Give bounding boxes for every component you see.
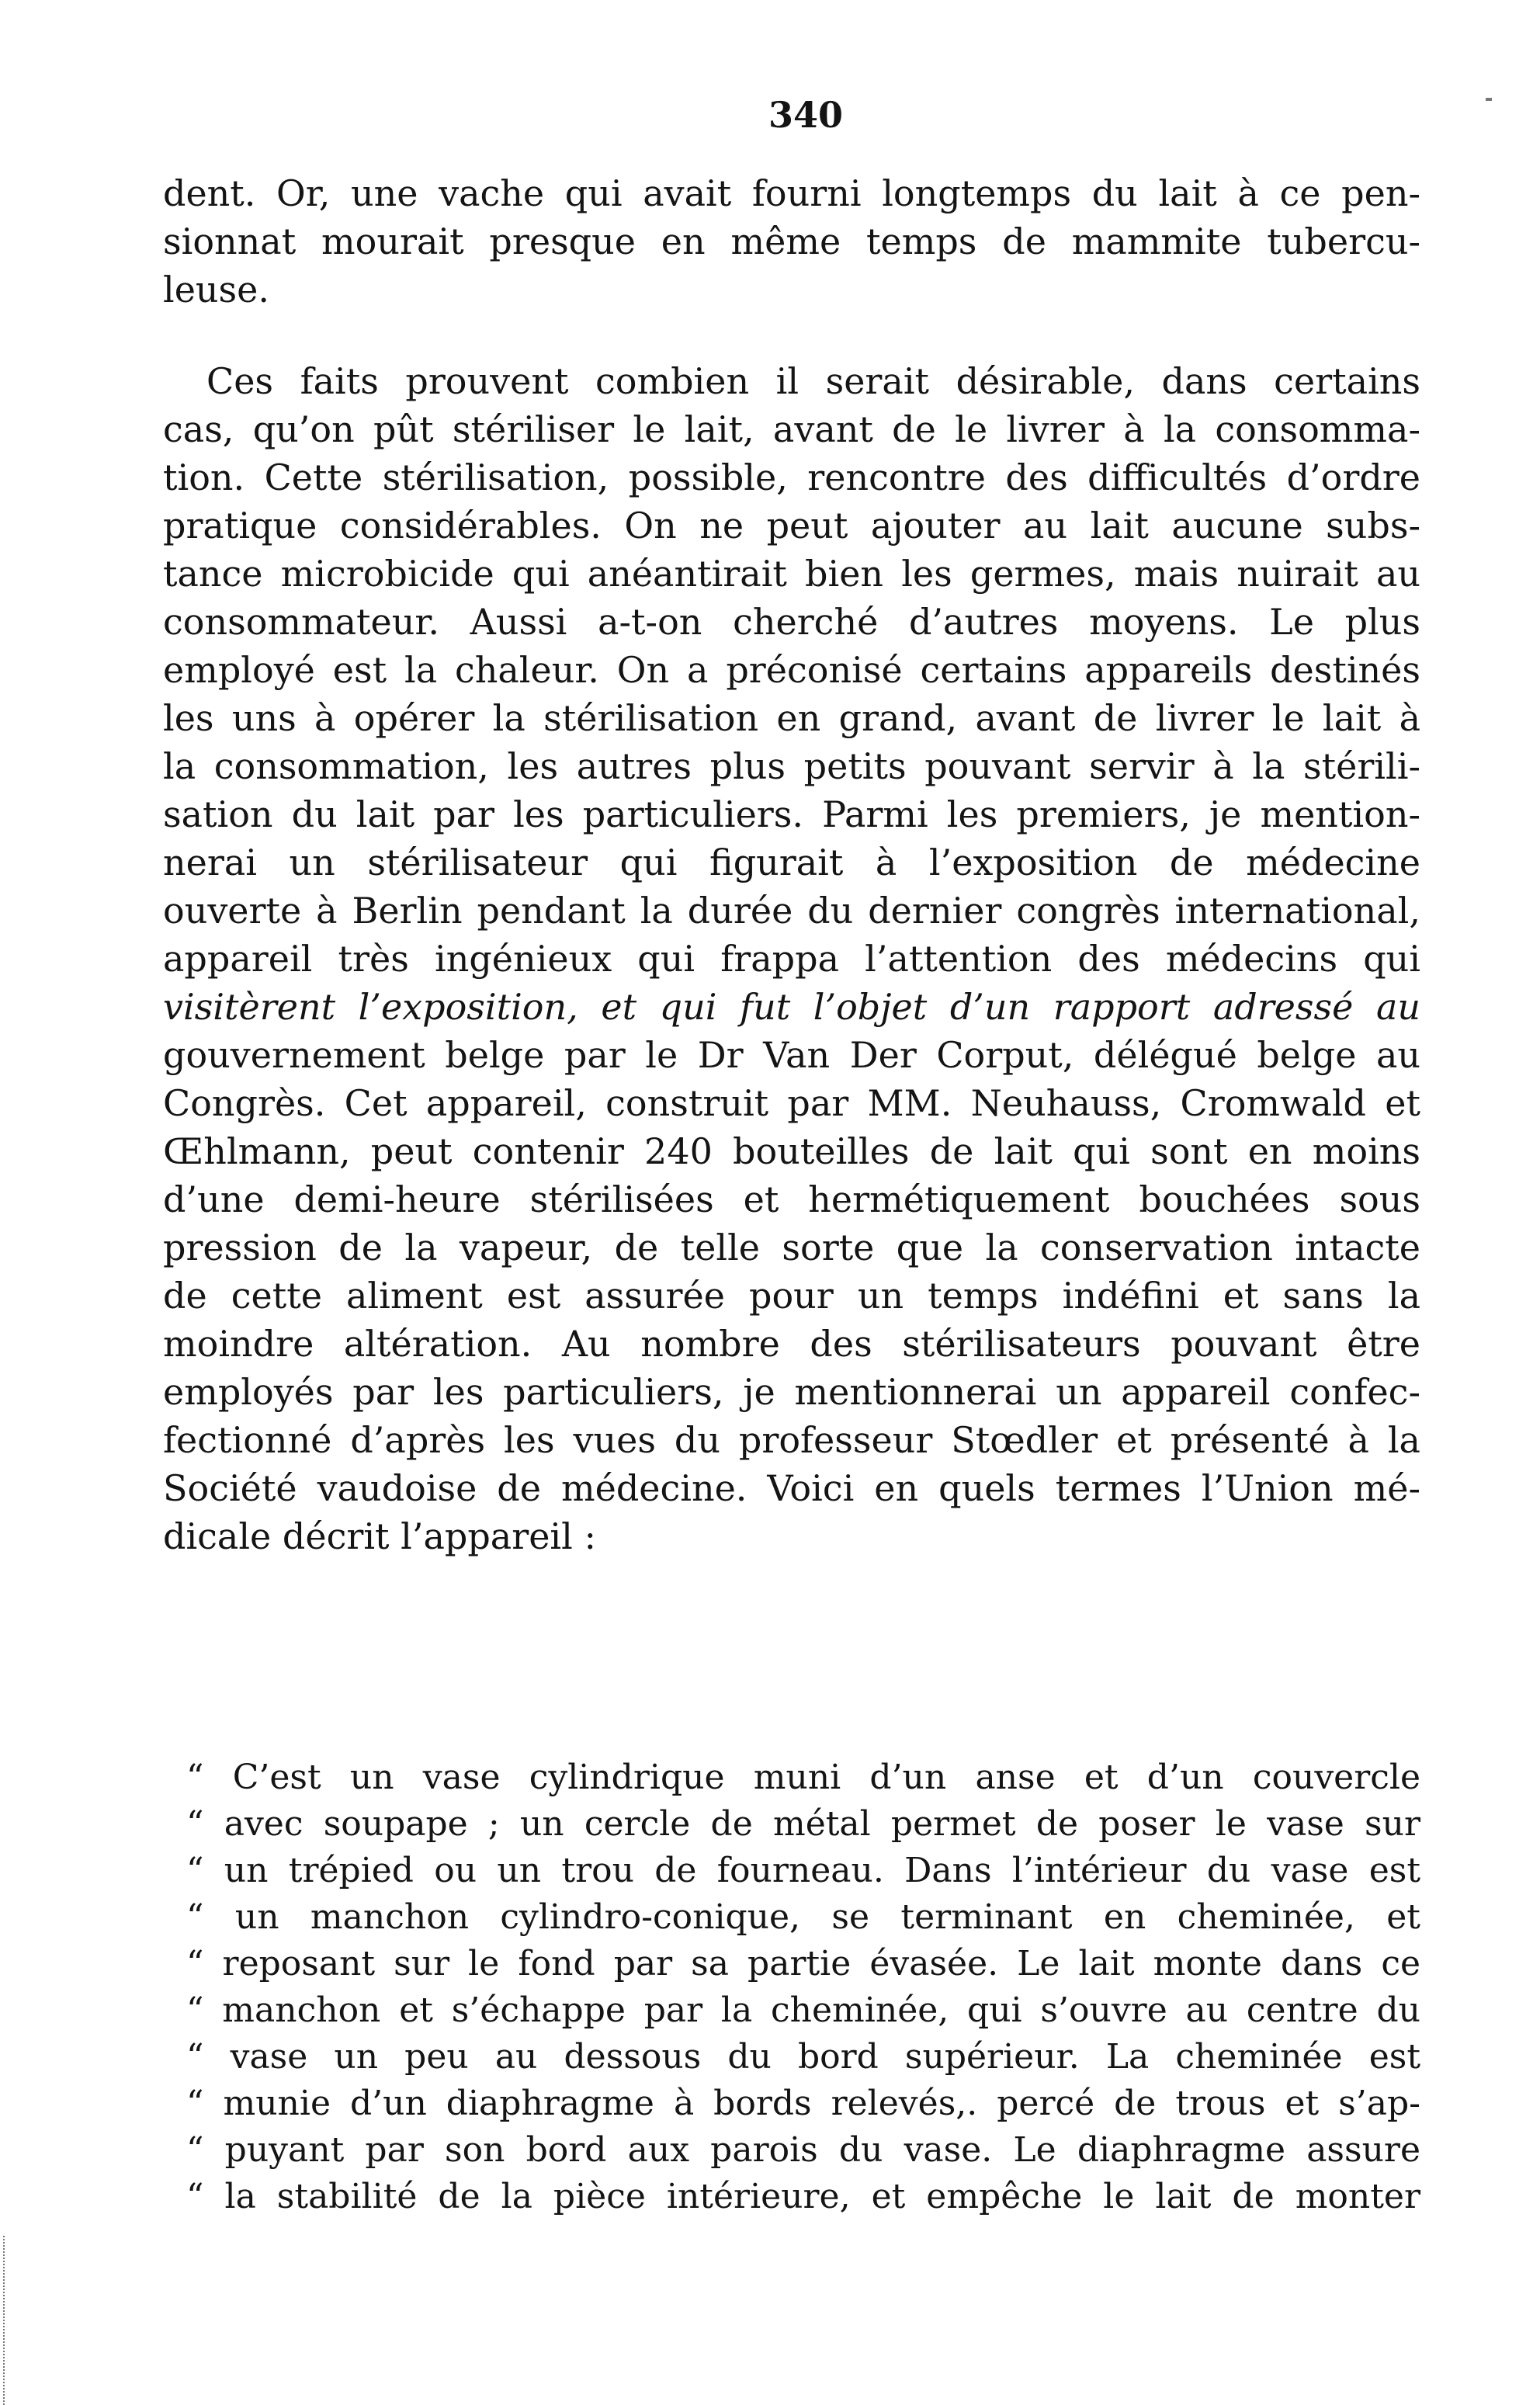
text-line: cas, qu’on pût stériliser le lait, avant de le livrer à la consomma- <box>163 408 1420 450</box>
text-line: ouverte à Berlin pendant la durée du dernier congrès international, <box>163 890 1420 932</box>
text-line: la consommation, les autres plus petits pouvant servir à la stérili- <box>163 745 1420 787</box>
quote-line: “ C’est un vase cylindrique muni d’un anse et d’un couvercle <box>186 1758 1420 1797</box>
quote-line: “ avec soupape ; un cercle de métal permet de poser le vase sur <box>186 1804 1420 1844</box>
text-line: visitèrent l’exposition, et qui fut l’objet d’un rapport adressé au <box>163 986 1420 1028</box>
quote-line: “ la stabilité de la pièce intérieure, et empêche le lait de monter <box>186 2177 1420 2216</box>
paragraph-1 <box>163 169 1420 314</box>
text-line: les uns à opérer la stérilisation en grand, avant de livrer le lait à <box>163 697 1420 739</box>
quote-line: “ munie d’un diaphragme à bords relevés,. percé de trous et s’ap- <box>186 2084 1420 2123</box>
text-line: sation du lait par les particuliers. Parmi les premiers, je mention- <box>163 793 1420 835</box>
paragraph-2 <box>163 357 1420 1560</box>
text-line: pression de la vapeur, de telle sorte que la conservation intacte <box>163 1227 1420 1268</box>
text-line: d’une demi-heure stérilisées et hermétiquement bouchées sous <box>163 1178 1420 1220</box>
quote-line: “ manchon et s’échappe par la cheminée, qui s’ouvre au centre du <box>186 1990 1420 2030</box>
quote-line: “ un manchon cylindro-conique, se terminant en cheminée, et <box>186 1897 1420 1937</box>
text-line: employés par les particuliers, je mentionnerai un appareil confec- <box>163 1371 1420 1413</box>
text-line: consommateur. Aussi a-t-on cherché d’autres moyens. Le plus <box>163 601 1420 643</box>
text-line: tion. Cette stérilisation, possible, rencontre des difficultés d’ordre <box>163 456 1420 498</box>
text-line: sionnat mourait presque en même temps de mammite tubercu- <box>163 220 1420 262</box>
text-line: fectionné d’après les vues du professeur Stœdler et présenté à la <box>163 1419 1420 1461</box>
quote-line: “ vase un peu au dessous du bord supérieur. La cheminée est <box>186 2037 1420 2077</box>
quoted-description <box>163 1754 1420 2220</box>
text-line: appareil très ingénieux qui frappa l’attention des médecins qui <box>163 938 1420 980</box>
text-line: Congrès. Cet appareil, construit par MM. Neuhauss, Cromwald et <box>163 1082 1420 1124</box>
text-line: Ces faits prouvent combien il serait désirable, dans certains <box>206 360 1420 402</box>
text-line: tance microbicide qui anéantirait bien les germes, mais nuirait au <box>163 553 1420 595</box>
quote-line: “ puyant par son bord aux parois du vase. Le diaphragme assure <box>186 2130 1420 2170</box>
binding-edge-mark <box>3 2236 7 2405</box>
text-line: moindre altération. Au nombre des stérilisateurs pouvant être <box>163 1323 1420 1365</box>
page-number: 340 <box>768 94 844 136</box>
text-line: pratique considérables. On ne peut ajouter au lait aucune subs- <box>163 505 1420 547</box>
quote-line: “ un trépied ou un trou de fourneau. Dans l’intérieur du vase est <box>186 1851 1420 1890</box>
text-line: leuse. <box>163 269 270 311</box>
text-line: dicale décrit l’appareil : <box>163 1515 596 1557</box>
text-line: dent. Or, une vache qui avait fourni longtemps du lait à ce pen- <box>163 172 1420 214</box>
text-line: employé est la chaleur. On a préconisé certains appareils destinés <box>163 649 1420 691</box>
text-line: nerai un stérilisateur qui figurait à l’exposition de médecine <box>163 842 1420 883</box>
text-line: de cette aliment est assurée pour un temps indéfini et sans la <box>163 1275 1420 1317</box>
quote-line: “ reposant sur le fond par sa partie évasée. Le lait monte dans ce <box>186 1944 1420 1983</box>
text-line: Œhlmann, peut contenir 240 bouteilles de lait qui sont en moins <box>163 1130 1420 1172</box>
text-line: Société vaudoise de médecine. Voici en quels termes l’Union mé- <box>163 1467 1420 1509</box>
text-line: gouvernement belge par le Dr Van Der Corput, délégué belge au <box>163 1034 1420 1076</box>
